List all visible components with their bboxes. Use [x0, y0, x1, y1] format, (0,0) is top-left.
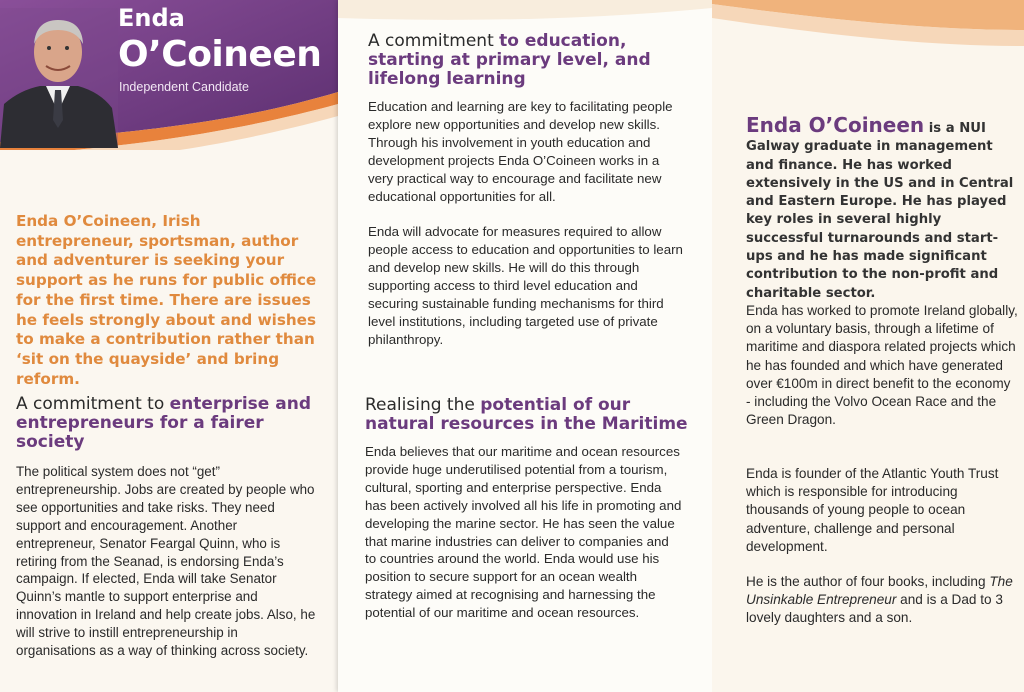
education-para-1: Education and learning are key to facilitating people explore new opportunities and develop new skills. Through his involvement in youth education and development projects Enda O’Coineen works in a very practical way to encourage and facilitate new educational opportunities for all. — [368, 99, 673, 204]
left-panel — [0, 0, 338, 692]
bio-lead — [746, 113, 1018, 303]
intro-statement: Enda O’Coineen, Irish entrepreneur, sportsman, author and adventurer is seeking your support as he runs for public office for the first time. There are issues he feels strongly about and wishes to make a contribution rather than ‘sit on the quayside’ and bring reform. — [16, 212, 317, 388]
bio-para-3-pre: He is the author of four books, including — [746, 574, 990, 589]
education-heading-title: to education, starting at primary level, and lifelong learning — [368, 31, 651, 89]
bio-para-3-post: and is a Dad to 3 lovely daughters and a son. — [746, 592, 1003, 626]
middle-panel — [338, 0, 712, 692]
top-swoosh — [338, 0, 712, 30]
enterprise-body: The political system does not “get” entrepreneurship. Jobs are created by people who see opportunities and take risks. They need support and encouragement. Another entrepreneur, Senator Feargal Quinn, who is retiring from the Seanad, is endorsing Enda’s campaign. If elected, Enda will take Senator Quinn’s mantle to support enterprise and innovation in Ireland and help create jobs. Also, he will strive to instill entrepreneurship in organisations as a way of thinking across society. — [16, 464, 316, 659]
education-heading — [368, 32, 698, 89]
bio-para-1: Enda has worked to promote Ireland globally, on a voluntary basis, through a lifetime of maritime and diaspora related projects which he has founded and which have generated over €100m in direct benefit to the economy - including the Volvo Ocean Race and the Green Dragon. — [746, 303, 1018, 428]
right-panel — [712, 0, 1024, 692]
enterprise-heading-prefix: A commitment to — [16, 394, 170, 414]
candidate-first-name: Enda — [118, 4, 185, 32]
candidate-subtitle: Independent Candidate — [119, 80, 249, 94]
bio-name: Enda O’Coineen — [746, 113, 925, 137]
candidate-photo — [0, 8, 118, 148]
candidate-last-name: O’Coineen — [118, 34, 322, 75]
enterprise-heading — [16, 395, 316, 452]
maritime-section — [365, 396, 695, 622]
education-heading-prefix: A commitment — [368, 31, 500, 51]
education-para-2: Enda will advocate for measures required to allow people access to education and opportunities to learn and develop new skills. He will do this through supporting access to third level education and securing sustainable funding mechanisms for third level institutions, including targeted use of private philanthropy. — [368, 224, 683, 347]
bio-lead-text: is a NUI Galway graduate in management and finance. He has worked extensively in the US and in Central and Eastern Europe. He has played key roles in several highly successful turnarounds and start-ups and he has made significant contribution to the non-profit and charitable sector. — [746, 121, 1014, 301]
education-section — [368, 32, 698, 349]
enterprise-section — [16, 395, 316, 660]
bio-para-2: Enda is founder of the Atlantic Youth Trust which is responsible for introducing thousands of young people to ocean adventure, challenge and personal development. — [746, 466, 999, 554]
maritime-body: Enda believes that our maritime and ocean resources provide huge underutilised potential from a tourism, cultural, sporting and enterprise perspective. Enda has been actively involved all his life in promoting and developing the marine sector. He has seen the value that marine industries can deliver to companies and to countries around the world. Enda would use his position to secure support for an ocean wealth strategy aimed at recognising and harnessing the potential of our maritime and ocean resources. — [365, 444, 682, 621]
bio-para-3 — [746, 573, 1018, 628]
maritime-heading-prefix: Realising the — [365, 395, 481, 415]
enterprise-heading-title: enterprise and entrepreneurs for a fairer society — [16, 394, 311, 452]
maritime-heading — [365, 396, 695, 434]
book-title: The Unsinkable Entrepreneur — [746, 574, 1013, 608]
orange-swoosh — [712, 0, 1024, 80]
maritime-heading-title: potential of our natural resources in the Maritime — [365, 395, 688, 434]
